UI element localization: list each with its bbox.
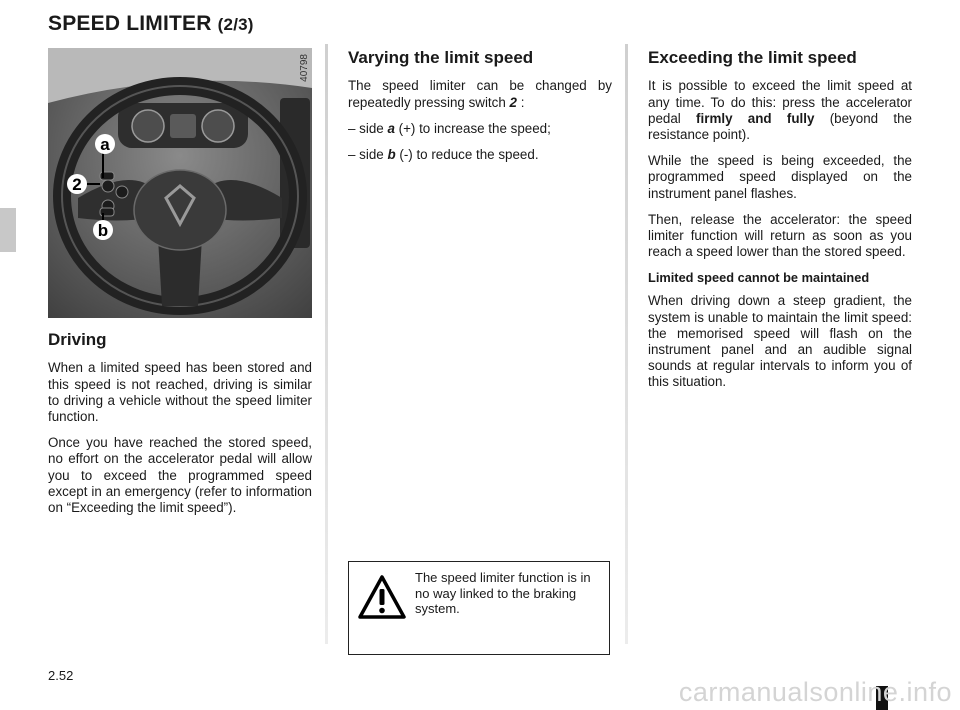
column-left — [48, 48, 312, 526]
column-middle — [348, 48, 612, 173]
varying-intro-text: The speed limiter can be changed by repeatedly pressing switch — [348, 78, 612, 110]
callout-2-label: 2 — [72, 175, 82, 194]
column-divider — [625, 44, 628, 644]
watermark: carmanualsonline.info — [678, 677, 952, 707]
exceeding-paragraph-1 — [648, 78, 912, 143]
page-number: 2.52 — [48, 668, 74, 683]
list-item-dash: – side — [348, 147, 388, 162]
warning-text: The speed limiter function is in no way linked to the braking system. — [415, 570, 591, 617]
section-heading-varying: Varying the limit speed — [348, 48, 534, 67]
callout-b-label: b — [97, 221, 109, 240]
list-item-text: (+) to increase the speed; — [394, 120, 551, 136]
exceeding-paragraph-1-emphasis: firmly and fully — [696, 110, 815, 126]
driving-paragraph-1: When a limited speed has been stored and this speed is not reached, driving is similar to driving a vehicle without the speed limiter function. — [48, 360, 312, 424]
list-item-key: b — [387, 147, 396, 162]
page-title-suffix: (2/3) — [217, 15, 254, 34]
callout-b — [93, 220, 113, 240]
list-item — [348, 121, 612, 137]
section-tab-marker — [0, 208, 16, 252]
steering-wheel-illustration — [48, 48, 312, 318]
column-right — [648, 48, 912, 401]
exceeding-paragraph-2: While the speed is being exceeded, the programmed speed displayed on the instrument panel flashes. — [648, 153, 912, 201]
section-heading-driving: Driving — [48, 330, 107, 349]
switch-reference: 2 — [509, 94, 517, 110]
exceeding-paragraph-1-end: (beyond the resistance point). — [648, 110, 912, 142]
callout-a — [95, 134, 115, 154]
column-divider — [325, 44, 328, 644]
subheading-cannot-maintain: Limited speed cannot be maintained — [648, 270, 870, 286]
driving-paragraph-2: Once you have reached the stored speed, no effort on the accelerator pedal will allow you to exceed the programmed speed except in an emergency (refer to information on “Exceeding the limit speed”). — [48, 435, 312, 516]
exceeding-paragraph-3: Then, release the accelerator: the speed limiter function will return as soon as you reach a speed lower than the stored speed. — [648, 211, 912, 260]
list-item-dash: – side — [348, 120, 388, 136]
warning-triangle-icon — [357, 574, 407, 620]
callout-a-label: a — [100, 135, 110, 154]
list-item-text: (-) to reduce the speed. — [395, 147, 539, 162]
page-title — [48, 12, 254, 36]
figure-reference-number: 40798 — [299, 54, 310, 82]
varying-intro — [348, 78, 612, 110]
callout-2 — [67, 174, 87, 194]
warning-notice — [348, 561, 610, 655]
exceeding-paragraph-4: When driving down a steep gradient, the system is unable to maintain the limit speed: the memorised speed will flash on the instrument panel and an audible signal sounds at regular intervals to inform you of this situation. — [648, 293, 912, 390]
exceeding-paragraph-1-start: It is possible to exceed the limit speed at any time. To do this: press the accelerator pedal — [648, 78, 912, 126]
list-item-key: a — [387, 120, 395, 136]
section-heading-exceeding: Exceeding the limit speed — [648, 48, 857, 67]
varying-intro-end: : — [516, 94, 525, 110]
page-title-main: SPEED LIMITER — [48, 12, 212, 35]
list-item — [348, 147, 612, 163]
